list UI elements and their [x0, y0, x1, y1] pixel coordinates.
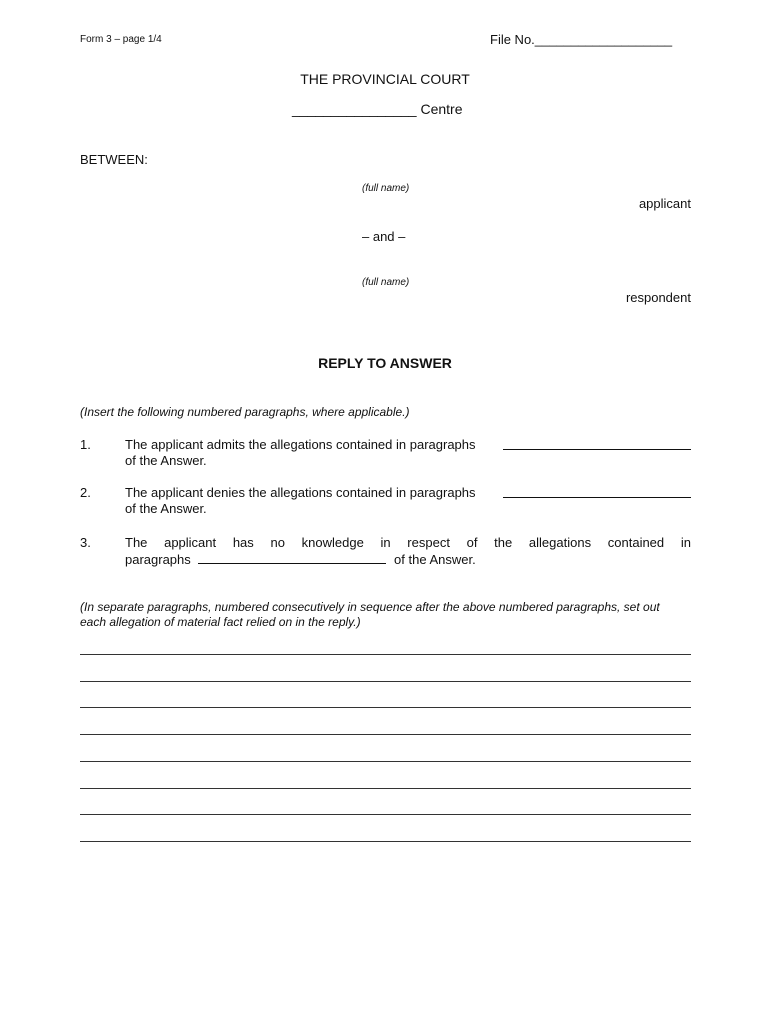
reply-fill-line[interactable] [80, 841, 691, 842]
court-title: THE PROVINCIAL COURT [300, 71, 470, 87]
paragraph-3-word: in [380, 535, 391, 550]
instruction-separate-paragraphs-line-2: each allegation of material fact relied on in the reply.) [80, 615, 361, 629]
paragraph-3-word: knowledge [301, 535, 364, 550]
reply-fill-line[interactable] [80, 654, 691, 655]
paragraph-3-word: contained [607, 535, 665, 550]
file-number-field [490, 32, 672, 47]
reply-fill-line[interactable] [80, 734, 691, 735]
reply-fill-line[interactable] [80, 814, 691, 815]
paragraph-3-word: respect [407, 535, 450, 550]
paragraph-1 [125, 437, 691, 469]
paragraph-2-text: The applicant denies the allegations contained in paragraphs [125, 485, 476, 500]
paragraph-3 [125, 535, 691, 568]
paragraph-2-text-continued: of the Answer. [125, 501, 207, 516]
paragraph-3-word: allegations [528, 535, 592, 550]
applicant-label: applicant [638, 196, 691, 211]
paragraph-3-word: The [125, 535, 148, 550]
paragraph-3-text [125, 535, 691, 551]
reply-fill-line[interactable] [80, 788, 691, 789]
paragraph-3-word: of [466, 535, 478, 550]
paragraph-3-number: 3. [80, 535, 91, 550]
form-label: Form 3 – page 1/4 [80, 34, 162, 45]
centre-blank[interactable]: ________________ [292, 101, 417, 117]
instruction-separate-paragraphs-line-1: (In separate paragraphs, numbered consecutively in sequence after the above numbered paragraphs, set out [80, 600, 660, 614]
and-separator: – and – [362, 229, 406, 244]
paragraph-3-word: the [494, 535, 513, 550]
paragraph-3-text-continued: of the Answer. [394, 552, 476, 567]
paragraph-2 [125, 485, 691, 517]
paragraph-3-word: applicant [164, 535, 217, 550]
paragraph-2-number: 2. [80, 485, 91, 500]
paragraph-1-blank[interactable] [503, 437, 691, 450]
centre-label: Centre [420, 101, 463, 117]
reply-fill-line[interactable] [80, 681, 691, 682]
applicant-full-name-caption: (full name) [362, 183, 410, 194]
paragraph-1-text: The applicant admits the allegations contained in paragraphs [125, 437, 476, 452]
paragraph-3-word: no [270, 535, 285, 550]
paragraph-2-blank[interactable] [503, 485, 691, 498]
file-number-blank[interactable]: ___________________ [534, 32, 673, 47]
file-number-label: File No. [490, 32, 535, 47]
paragraph-1-number: 1. [80, 437, 91, 452]
between-label: BETWEEN: [80, 152, 148, 167]
instruction-separate-paragraphs [80, 600, 660, 630]
paragraph-3-text-paragraphs: paragraphs [125, 552, 191, 567]
document-title: REPLY TO ANSWER [318, 355, 452, 371]
instruction-numbered-paragraphs: (Insert the following numbered paragraphs, where applicable.) [80, 405, 410, 419]
paragraph-3-word: in [680, 535, 691, 550]
reply-fill-line[interactable] [80, 761, 691, 762]
paragraph-3-word: has [232, 535, 254, 550]
paragraph-1-text-continued: of the Answer. [125, 453, 207, 468]
respondent-label: respondent [625, 290, 691, 305]
centre-field [292, 101, 463, 117]
reply-fill-line[interactable] [80, 707, 691, 708]
respondent-full-name-caption: (full name) [362, 277, 410, 288]
paragraph-3-blank[interactable] [198, 551, 386, 564]
